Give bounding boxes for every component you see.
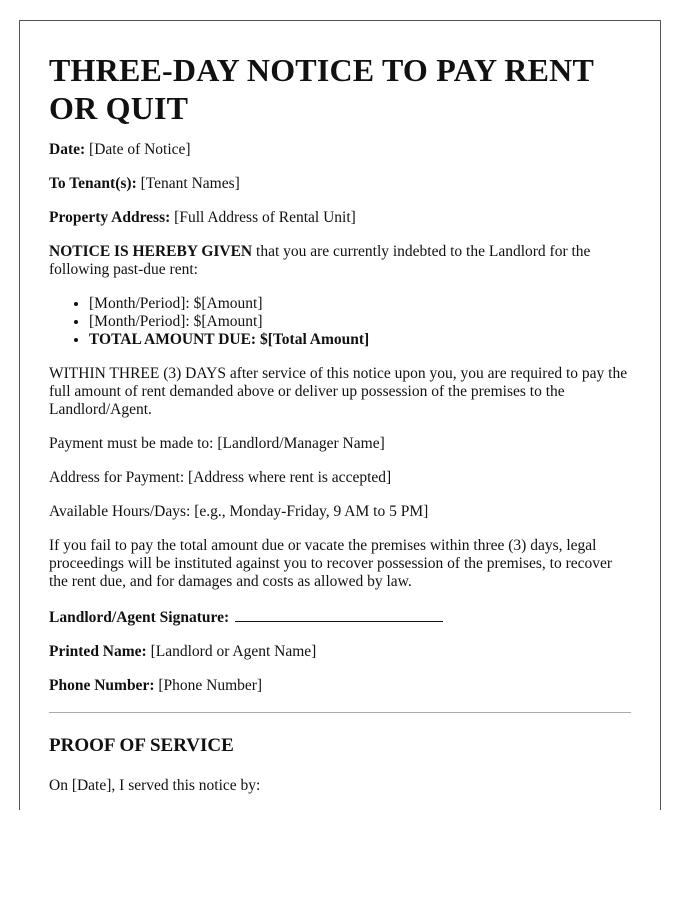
past-due-rent-list xyxy=(49,295,631,349)
printed-name-value: [Landlord or Agent Name] xyxy=(150,643,317,660)
property-address-label: Property Address: xyxy=(49,209,171,226)
property-address-line xyxy=(49,209,631,227)
tenants-label: To Tenant(s): xyxy=(49,175,137,192)
phone-number-value: [Phone Number] xyxy=(158,677,263,694)
total-amount-due xyxy=(89,331,631,349)
rent-item: • [Month/Period]: $[Amount] xyxy=(89,295,631,313)
property-address-value: [Full Address of Rental Unit] xyxy=(174,209,356,226)
section-divider xyxy=(49,712,631,713)
signature-blank[interactable] xyxy=(235,607,443,622)
available-hours-line: Available Hours/Days: [e.g., Monday-Friday, 9 AM to 5 PM] xyxy=(49,503,429,520)
signature-label: Landlord/Agent Signature: xyxy=(49,609,230,626)
phone-number-label: Phone Number: xyxy=(49,677,155,694)
document-title: THREE-DAY NOTICE TO PAY RENT OR QUIT xyxy=(49,52,594,126)
printed-name-label: Printed Name: xyxy=(49,643,147,660)
notice-bold-lead: NOTICE IS HEREBY GIVEN xyxy=(49,243,253,260)
phone-number-line xyxy=(49,677,631,695)
date-value: [Date of Notice] xyxy=(89,141,191,158)
tenants-value: [Tenant Names] xyxy=(140,175,240,192)
document-page xyxy=(19,20,661,810)
notice-text: that you are currently indebted to the Landlord for the following past-due rent: xyxy=(49,243,591,278)
payment-address-line: Address for Payment: [Address where rent is accepted] xyxy=(49,469,392,486)
legal-proceedings-paragraph: If you fail to pay the total amount due or vacate the premises within three (3) days, legal proceedings will be instituted against you to recover possession of the premises, to recover the rent due, and for damages and costs as allowed by law. xyxy=(49,537,613,590)
date-label: Date: xyxy=(49,141,86,158)
tenants-line xyxy=(49,175,631,193)
three-day-paragraph: WITHIN THREE (3) DAYS after service of this notice upon you, you are required to pay the full amount of rent demanded above or deliver up possession of the premises to the Landlord/Agent. xyxy=(49,365,628,418)
printed-name-line xyxy=(49,643,631,661)
rent-item: • [Month/Period]: $[Amount] xyxy=(89,313,631,331)
proof-of-service-heading: PROOF OF SERVICE xyxy=(49,735,234,756)
notice-paragraph xyxy=(49,243,631,279)
total-amount-due-text: TOTAL AMOUNT DUE: $[Total Amount] xyxy=(89,331,370,348)
payment-to-line: Payment must be made to: [Landlord/Manager Name] xyxy=(49,435,385,452)
proof-of-service-text: On [Date], I served this notice by: xyxy=(49,777,261,794)
signature-line xyxy=(49,607,631,627)
document-content xyxy=(20,51,660,795)
date-line xyxy=(49,141,631,159)
